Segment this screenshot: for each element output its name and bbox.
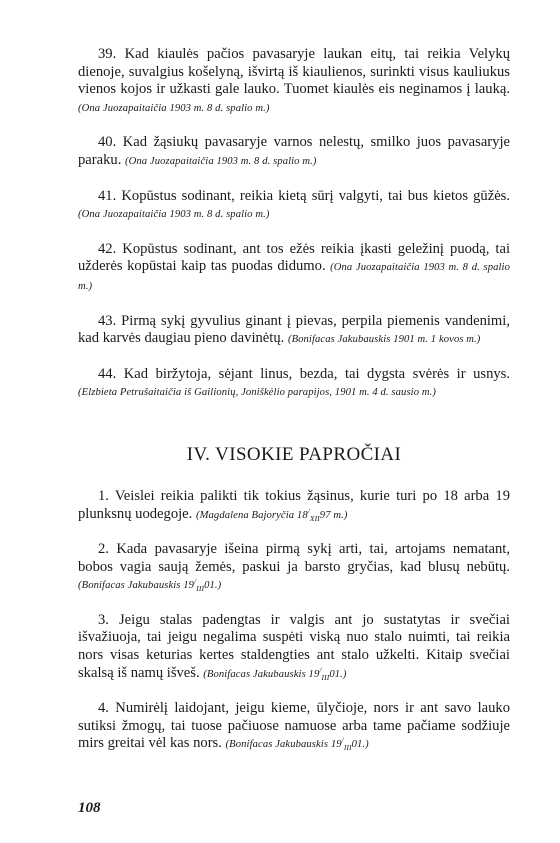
entry-41 bbox=[78, 188, 510, 224]
entry-source: (Bonifacas Jakubauskis $19^/_{III}01$.) bbox=[225, 735, 369, 753]
entry-source: (Bonifacas Jakubauskis $19^/_{III}01$.) bbox=[78, 576, 222, 594]
entry-40 bbox=[78, 134, 510, 170]
entry-text: 40. Kad žąsiukų pavasaryje varnos nelestų, smilko juos pavasaryje paraku. bbox=[78, 134, 510, 168]
entry-source: (Ona Juozapaitaičia 1903 m. 8 d. spalio m.) bbox=[78, 262, 510, 292]
entry-source: (Bonifacas Jakubauskis 1901 m. 1 kovos m.) bbox=[287, 334, 481, 346]
entry-39 bbox=[78, 46, 510, 117]
entry-text: 4. Numirėlį laidojant, jeigu kieme, ūlyčioje, nors ir ant savo lauko sutiksi žmogų, tai tuose pačiuose namuose arba tame pačiame sodžiuje mirs greitai vėl kas nors. bbox=[78, 700, 510, 752]
custom-entry-1 bbox=[78, 488, 510, 524]
entry-source: (Bonifacas Jakubauskis $19^/_{III}01$.) bbox=[203, 665, 347, 682]
entry-source: (Ona Juozapaitaičia 1903 m. 8 d. spalio m.) bbox=[125, 155, 317, 167]
section-title: IV. VISOKIE PAPROČIAI bbox=[186, 443, 402, 465]
entry-source: (Elzbieta Petrušaitaičia iš Gailionių, Joniškėlio parapijos, 1901 m. 4 d. sausio m.) bbox=[78, 387, 436, 399]
entry-text: 1. Veislei reikia palikti tik tokius žąsinus, kurie turi po 18 arba 19 plunksnų uodegoje. bbox=[78, 487, 510, 522]
entry-42 bbox=[78, 241, 510, 296]
entry-text: 2. Kada pavasaryje išeina pirmą sykį arti, tai, artojams nematant, bobos vagia saują žemės, paskui ja barsto gryčias, kad blusų nebūtų. bbox=[78, 541, 510, 575]
entry-text: 41. Kopūstus sodinant, reikia kietą sūrį valgyti, tai bus kietos gūžės. bbox=[98, 187, 510, 204]
page-number: 108 bbox=[78, 800, 101, 816]
custom-entry-3 bbox=[78, 612, 510, 683]
entry-source: (Magdalena Bajoryčia $18^/_{XII}97$ m.) bbox=[195, 505, 348, 523]
book-page bbox=[78, 46, 510, 771]
entry-text: 44. Kad biržytoja, sėjant linus, bezda, tai dygsta svėrės ir usnys. bbox=[98, 365, 510, 382]
custom-entry-4 bbox=[78, 700, 510, 754]
entry-text: 39. Kad kiaulės pačios pavasaryje laukan eitų, tai reikia Velykų dienoje, suvalgius košelyną, išvirtą iš kiaulienos, surinkti visus kauliukus vienos kojos ir užkasti gale lauko. Tuomet kiaulės eis neginamos į lauką. bbox=[78, 46, 510, 98]
custom-entry-2 bbox=[78, 541, 510, 595]
entry-text: 43. Pirmą sykį gyvulius ginant į pievas, perpila piemenis vandenimi, kad karvės daugiau pieno davinėtų. bbox=[78, 312, 510, 347]
entry-44 bbox=[78, 366, 510, 402]
entry-43 bbox=[78, 313, 510, 349]
entry-source: (Ona Juozapaitaičia 1903 m. 8 d. spalio m.) bbox=[78, 102, 270, 114]
entry-source: (Ona Juozapaitaičia 1903 m. 8 d. spalio m.) bbox=[78, 209, 270, 221]
entry-text: 3. Jeigu stalas padengtas ir valgis ant jo sustatytas ir svečiai išvažiuoja, tai jeigu negalima suspėti viską nuo stalo nuimti, tai reikia nors visas keturias kertes staldengties ant stalo užkelti. Kitaip svečiai skalsą iš namų išveš. bbox=[78, 611, 510, 681]
entry-text: 42. Kopūstus sodinant, ant tos ežės reikia įkasti geležinį puodą, tai užderės kopūstai kaip tas puodas didumo. bbox=[78, 240, 510, 275]
